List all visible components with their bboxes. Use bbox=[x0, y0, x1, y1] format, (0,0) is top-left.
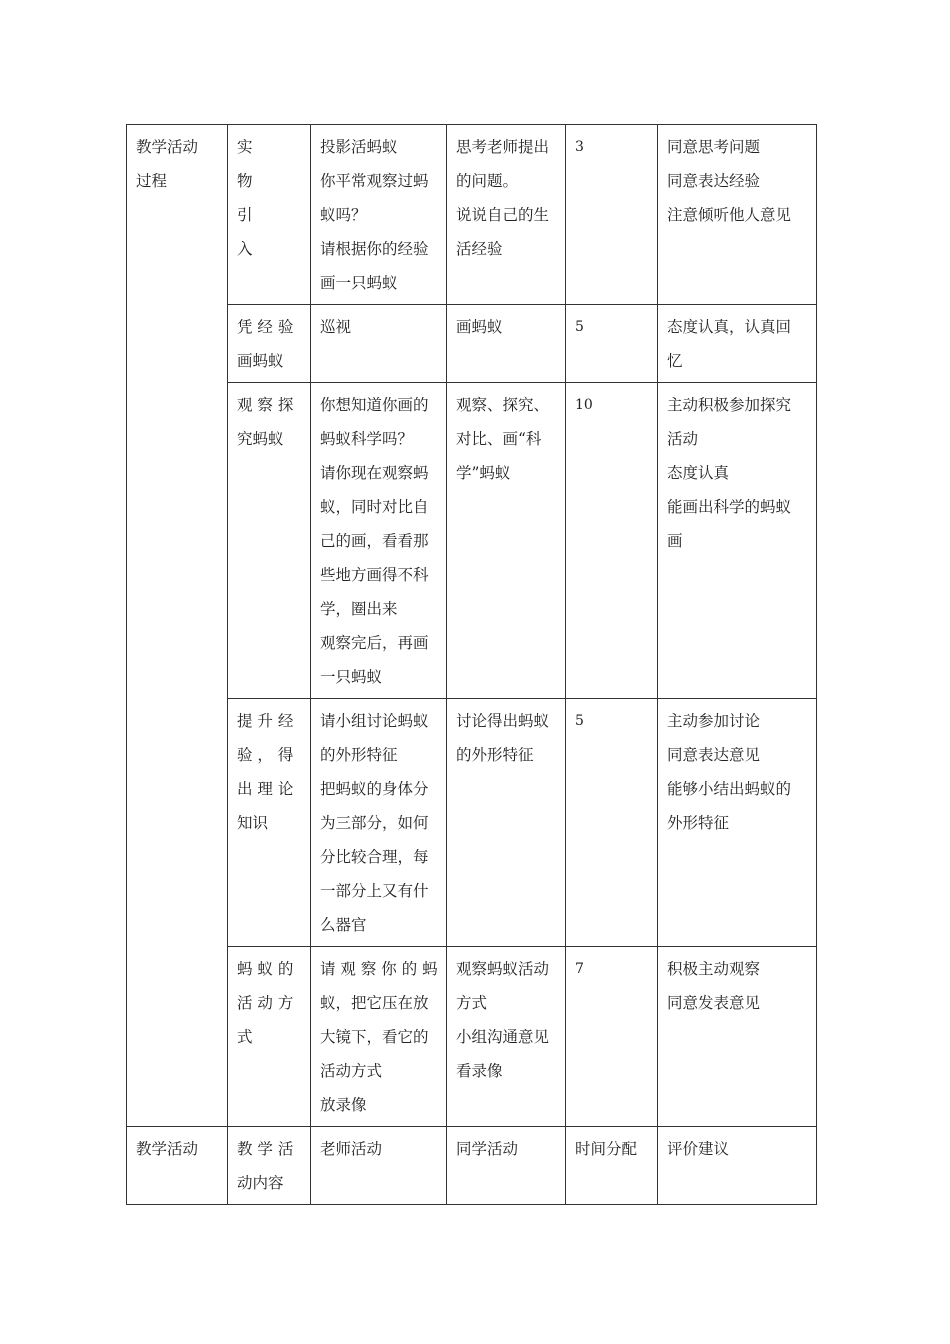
evaluation-cell: 态度认真，认真回 忆 bbox=[658, 305, 817, 383]
evaluation-cell: 同意思考问题 同意表达经验 注意倾听他人意见 bbox=[658, 125, 817, 305]
teacher-activity-cell: 你想知道你画的 蚂蚁科学吗？ 请你现在观察蚂 蚁，同时对比自 己的画，看看那 些地方画得不科 学，圈出来 观察完后，再画 一只蚂蚁 bbox=[311, 383, 447, 699]
teacher-header-cell: 老师活动 bbox=[311, 1127, 447, 1205]
table-row bbox=[127, 699, 817, 947]
teacher-activity-cell: 请小组讨论蚂蚁 的外形特征 把蚂蚁的身体分 为三部分，如何 分比较合理，每 一部分上又有什 么器官 bbox=[311, 699, 447, 947]
table-row bbox=[127, 383, 817, 699]
step-cell: 观 察 探 究蚂蚁 bbox=[228, 383, 311, 699]
evaluation-cell: 主动积极参加探究 活动 态度认真 能画出科学的蚂蚁 画 bbox=[658, 383, 817, 699]
table-row bbox=[127, 947, 817, 1127]
evaluation-cell: 积极主动观察 同意发表意见 bbox=[658, 947, 817, 1127]
evaluation-cell: 主动参加讨论 同意表达意见 能够小结出蚂蚁的 外形特征 bbox=[658, 699, 817, 947]
step-cell: 实 物 引 入 bbox=[228, 125, 311, 305]
time-cell: 5 bbox=[566, 699, 658, 947]
student-activity-cell: 观察蚂蚁活动 方式 小组沟通意见 看录像 bbox=[447, 947, 566, 1127]
section-cell: 教学活动 过程 bbox=[127, 125, 228, 1127]
table-row bbox=[127, 125, 817, 305]
lesson-plan-table bbox=[126, 124, 817, 1205]
student-activity-cell: 讨论得出蚂蚁 的外形特征 bbox=[447, 699, 566, 947]
evaluation-header-cell: 评价建议 bbox=[658, 1127, 817, 1205]
teacher-activity-cell: 投影活蚂蚁 你平常观察过蚂 蚁吗？ 请根据你的经验 画一只蚂蚁 bbox=[311, 125, 447, 305]
table-header-row bbox=[127, 1127, 817, 1205]
student-activity-cell: 画蚂蚁 bbox=[447, 305, 566, 383]
time-cell: 3 bbox=[566, 125, 658, 305]
step-cell: 提 升 经 验 ， 得 出 理 论 知识 bbox=[228, 699, 311, 947]
teacher-activity-cell: 巡视 bbox=[311, 305, 447, 383]
step-header-cell: 教 学 活 动内容 bbox=[228, 1127, 311, 1205]
student-header-cell: 同学活动 bbox=[447, 1127, 566, 1205]
time-cell: 5 bbox=[566, 305, 658, 383]
section-header-cell: 教学活动 bbox=[127, 1127, 228, 1205]
student-activity-cell: 观察、探究、 对比、画“科 学”蚂蚁 bbox=[447, 383, 566, 699]
step-cell: 蚂 蚁 的 活 动 方 式 bbox=[228, 947, 311, 1127]
table-row bbox=[127, 305, 817, 383]
time-cell: 10 bbox=[566, 383, 658, 699]
time-header-cell: 时间分配 bbox=[566, 1127, 658, 1205]
time-cell: 7 bbox=[566, 947, 658, 1127]
teacher-activity-cell: 请 观 察 你 的 蚂 蚁，把它压在放 大镜下，看它的 活动方式 放录像 bbox=[311, 947, 447, 1127]
student-activity-cell: 思考老师提出 的问题。 说说自己的生 活经验 bbox=[447, 125, 566, 305]
step-cell: 凭 经 验 画蚂蚁 bbox=[228, 305, 311, 383]
